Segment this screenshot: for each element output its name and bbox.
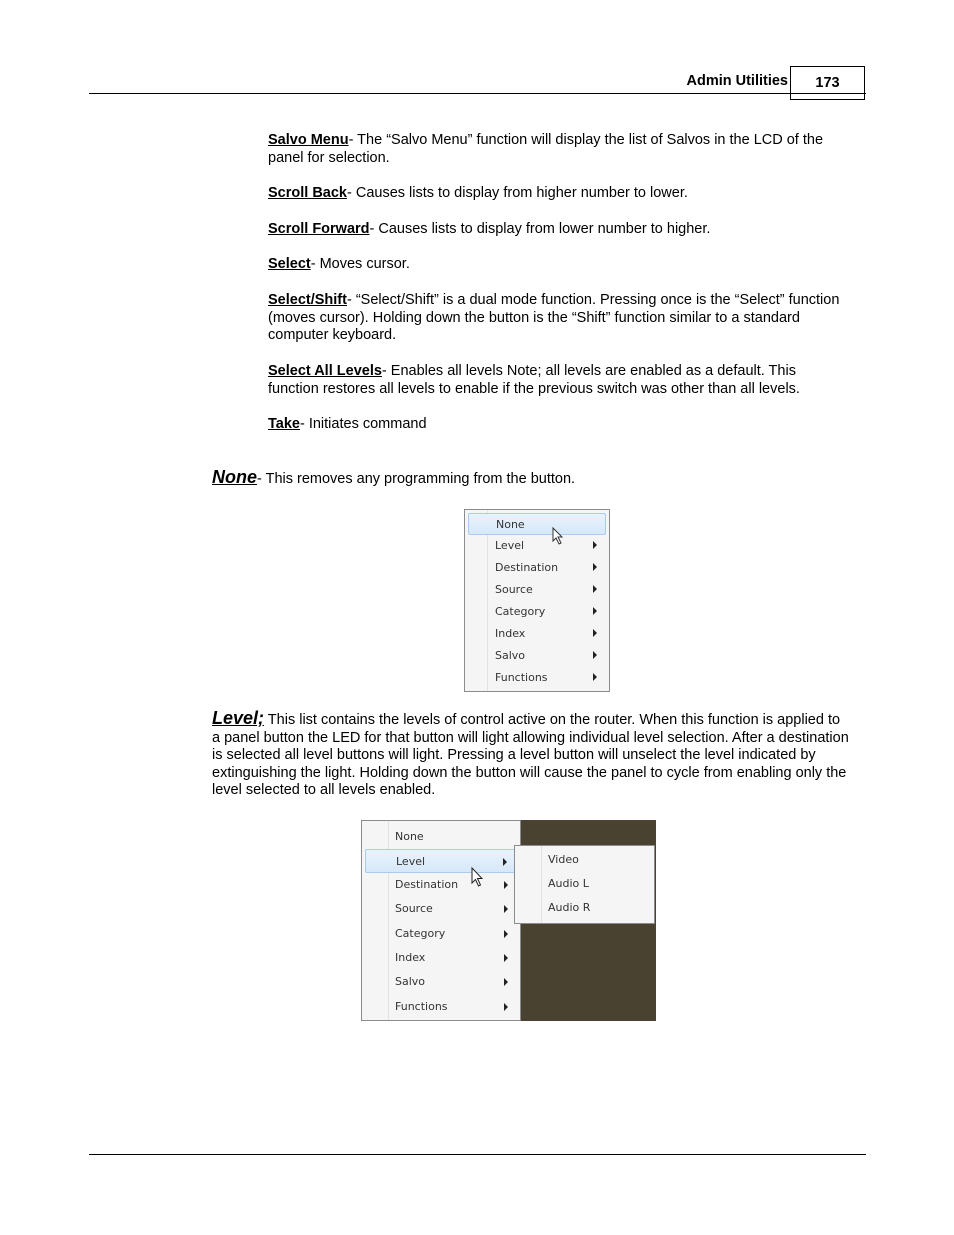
- menu-item-label: Salvo: [495, 649, 526, 662]
- entry-scroll-forward: [268, 221, 848, 239]
- none-section: [212, 469, 852, 489]
- menu-item-source[interactable]: [465, 579, 609, 601]
- context-menu-screenshot-1: [464, 509, 610, 692]
- header-divider: [89, 93, 866, 94]
- entry-desc: - Causes lists to display from lower number to higher.: [369, 221, 711, 237]
- section-desc: This list contains the levels of control active on the router. When this function is applied to a panel button the LED for that button will light allowing individual level selection. After a destination is selected all level buttons will light. Pressing a level button will unselect the level indicated by extinguishing the light. Holding down the button will cause the panel to cycle from enabling only the level selected to all levels enabled.: [212, 712, 849, 798]
- context-menu: [361, 820, 521, 1021]
- menu-item-level[interactable]: [365, 849, 517, 873]
- entry-salvo-menu: [268, 132, 848, 167]
- menu-item-label: Functions: [495, 671, 548, 684]
- menu-item-label: Index: [495, 627, 526, 640]
- menu-item-level[interactable]: [465, 535, 609, 557]
- submenu-arrow-icon: [503, 858, 507, 866]
- submenu-arrow-icon: [504, 954, 508, 962]
- menu-item-none[interactable]: [468, 513, 606, 535]
- page-number: 173: [790, 66, 865, 100]
- menu-item-functions[interactable]: [362, 995, 520, 1019]
- submenu-item-audio-l[interactable]: [515, 873, 654, 897]
- entry-term: Take: [268, 416, 300, 432]
- entry-term: Salvo Menu: [268, 132, 349, 148]
- mouse-cursor-icon: [470, 866, 486, 888]
- menu-item-label: Destination: [395, 878, 459, 891]
- submenu-arrow-icon: [593, 563, 597, 571]
- menu-item-label: Source: [395, 902, 433, 915]
- entry-select-shift: [268, 292, 848, 345]
- menu-item-label: Level: [396, 855, 426, 868]
- menu-item-label: Source: [495, 583, 533, 596]
- submenu-item-audio-r[interactable]: [515, 897, 654, 921]
- entry-term: Select/Shift: [268, 292, 347, 308]
- menu-item-label: Salvo: [395, 975, 426, 988]
- entry-select-all-levels: [268, 363, 848, 398]
- submenu-arrow-icon: [504, 1003, 508, 1011]
- entry-desc: - The “Salvo Menu” function will display the list of Salvos in the LCD of the panel for selection.: [268, 132, 824, 166]
- entry-term: Select All Levels: [268, 363, 382, 379]
- entry-select: [268, 256, 848, 274]
- menu-item-label: Category: [495, 605, 546, 618]
- menu-item-label: Audio L: [548, 877, 589, 890]
- submenu-arrow-icon: [593, 629, 597, 637]
- entry-desc: - Causes lists to display from higher number to lower.: [347, 185, 688, 201]
- mouse-cursor-icon: [551, 526, 567, 546]
- header-title: Admin Utilities: [686, 73, 788, 89]
- menu-item-destination[interactable]: [465, 557, 609, 579]
- entry-take: [268, 416, 848, 434]
- menu-item-source[interactable]: [362, 897, 520, 921]
- entry-scroll-back: [268, 185, 848, 203]
- entry-term: Scroll Back: [268, 185, 347, 201]
- submenu-arrow-icon: [593, 651, 597, 659]
- submenu-arrow-icon: [593, 585, 597, 593]
- menu-item-index[interactable]: [362, 946, 520, 970]
- menu-item-functions[interactable]: [465, 667, 609, 689]
- menu-item-category[interactable]: [465, 601, 609, 623]
- menu-item-label: Destination: [495, 561, 559, 574]
- entry-desc: - Initiates command: [299, 416, 427, 432]
- menu-item-destination[interactable]: [362, 873, 520, 897]
- menu-item-label: Level: [495, 539, 525, 552]
- section-desc: - This removes any programming from the button.: [257, 471, 576, 487]
- footer-divider: [89, 1154, 866, 1155]
- menu-item-index[interactable]: [465, 623, 609, 645]
- submenu-arrow-icon: [504, 978, 508, 986]
- entry-desc: - Enables all levels Note; all levels are enabled as a default. This function restores all levels to enable if the previous switch was other than all levels.: [268, 363, 800, 397]
- context-menu-screenshot-2: [361, 820, 656, 1021]
- level-section: [212, 710, 852, 800]
- submenu-arrow-icon: [504, 905, 508, 913]
- section-term: None: [212, 467, 257, 487]
- menu-item-none[interactable]: [362, 825, 520, 849]
- menu-item-salvo[interactable]: [465, 645, 609, 667]
- menu-item-label: Index: [395, 951, 426, 964]
- menu-item-category[interactable]: [362, 922, 520, 946]
- entry-desc: - “Select/Shift” is a dual mode function. Pressing once is the “Select” function (moves cursor). Holding down the button is the “Shift” function similar to a standard computer keyboard.: [268, 292, 840, 343]
- submenu-arrow-icon: [504, 930, 508, 938]
- submenu-arrow-icon: [504, 881, 508, 889]
- submenu-arrow-icon: [593, 673, 597, 681]
- level-submenu: [514, 845, 655, 924]
- submenu-arrow-icon: [593, 541, 597, 549]
- menu-item-label: Functions: [395, 1000, 448, 1013]
- menu-item-label: None: [496, 518, 525, 531]
- submenu-arrow-icon: [593, 607, 597, 615]
- menu-item-salvo[interactable]: [362, 970, 520, 994]
- section-term: Level;: [212, 708, 265, 728]
- menu-item-label: None: [395, 830, 424, 843]
- entry-term: Select: [268, 256, 311, 272]
- entry-term: Scroll Forward: [268, 221, 370, 237]
- menu-item-label: Audio R: [548, 901, 591, 914]
- submenu-item-video[interactable]: [515, 849, 654, 873]
- menu-item-label: Video: [548, 853, 579, 866]
- entry-desc: - Moves cursor.: [310, 256, 410, 272]
- menu-item-label: Category: [395, 927, 446, 940]
